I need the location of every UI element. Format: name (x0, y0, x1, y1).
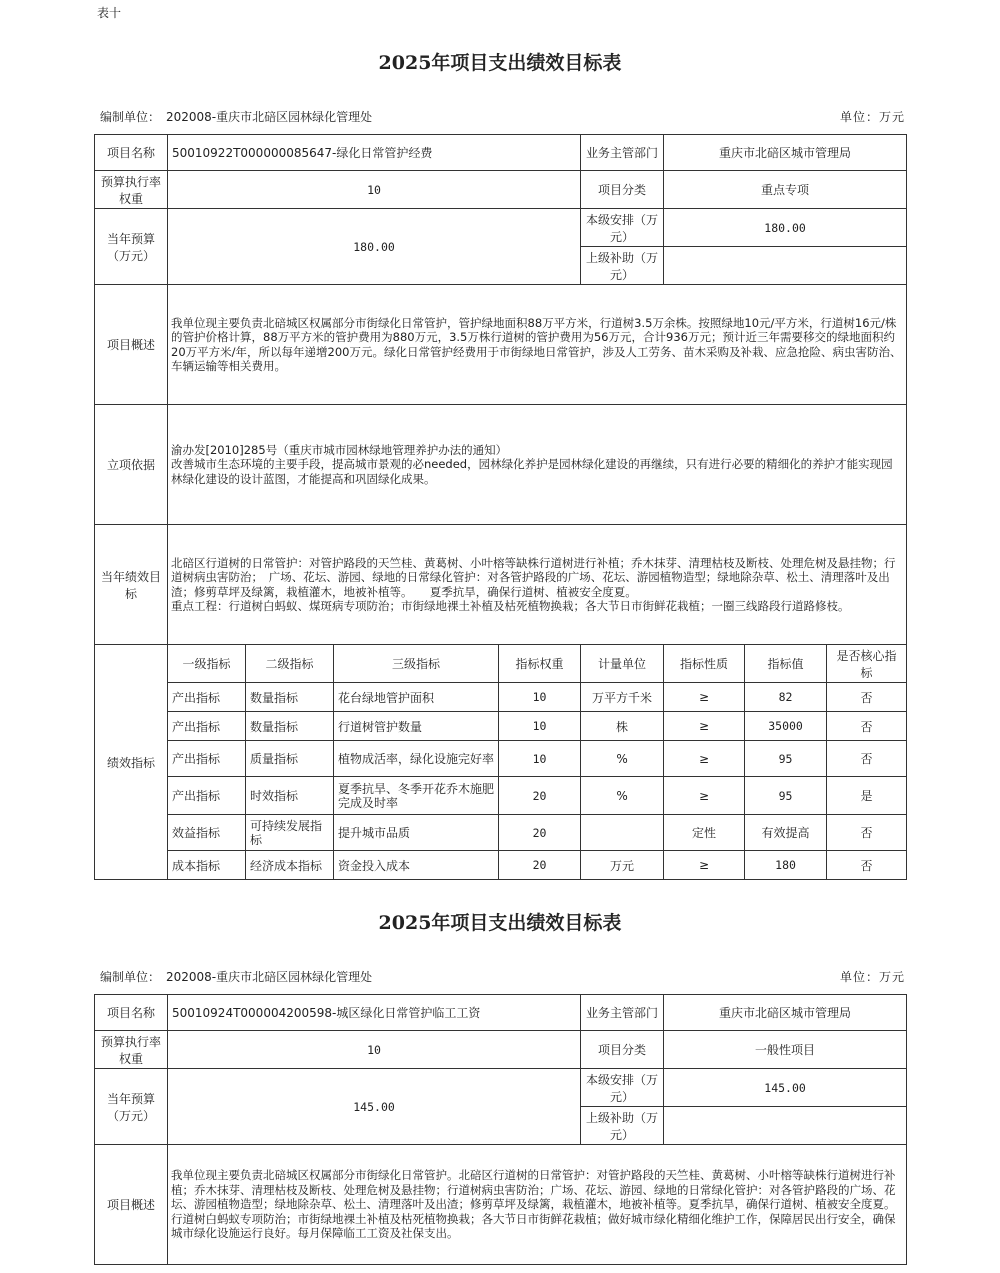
ind-weight: 10 (499, 683, 581, 712)
ind-nature: ≥ (664, 851, 745, 880)
label-goal: 当年绩效目标 (95, 525, 168, 645)
label-budget: 当年预算（万元） (95, 209, 168, 285)
ind-core: 是 (827, 777, 907, 815)
basis-text: 渝办发[2010]285号（重庆市城市园林绿地管理养护办法的通知） 改善城市生态环境的主要手段，提高城市景观的必needed，园林绿化养护是园林绿化建设的再继续，只有进行必要的精细化的养护才能实现园林绿化建设的设计蓝图，才能提高和巩固绿化成果。 (168, 405, 907, 525)
label-overview: 项目概述 (95, 285, 168, 405)
level-self-value: 180.00 (664, 209, 907, 247)
ind-weight: 20 (499, 815, 581, 851)
ind-row (95, 683, 907, 712)
ind-level3: 植物成活率，绿化设施完好率 (334, 741, 499, 777)
label-level-self: 本级安排（万元） (581, 209, 664, 247)
performance-table (94, 994, 907, 1265)
ind-unit: 万平方千米 (581, 683, 664, 712)
ind-value: 35000 (745, 712, 827, 741)
weight-value: 10 (168, 1031, 581, 1069)
ind-value: 95 (745, 777, 827, 815)
overview-text: 我单位现主要负责北碚城区权属部分市街绿化日常管护，管护绿地面积88万平方米，行道树3.5万余株。按照绿地10元/平方米，行道树16元/株的管护价格计算，88万平方米的管护费用为880万元，3.5万株行道树的管护费用为56万元，合计936万元；预计近三年需要移交的绿地面积约20万平方米/年，所以每年递增200万元。绿化日常管护经费用于市街绿地日常管护，涉及人工劳务、苗木采购及补栽、应急抢险、病虫害防治、车辆运输等相关费用。 (168, 285, 907, 405)
unit-money: 单位：万元 (839, 970, 905, 984)
ind-level1: 效益指标 (168, 815, 246, 851)
ind-level2: 经济成本指标 (246, 851, 334, 880)
level-upper-value (664, 247, 907, 285)
level-upper-value (664, 1107, 907, 1145)
label-overview: 项目概述 (95, 1145, 168, 1265)
dept-value: 重庆市北碚区城市管理局 (664, 135, 907, 171)
unit-org: 编制单位： 202008-重庆市北碚区园林绿化管理处 (100, 970, 373, 984)
ind-level3: 行道树管护数量 (334, 712, 499, 741)
label-weight: 预算执行率权重 (95, 1031, 168, 1069)
weight-value: 10 (168, 171, 581, 209)
ind-level2: 数量指标 (246, 683, 334, 712)
ind-unit (581, 815, 664, 851)
ind-level1: 产出指标 (168, 712, 246, 741)
label-category: 项目分类 (581, 1031, 664, 1069)
ind-weight: 10 (499, 712, 581, 741)
ind-level2: 可持续发展指标 (246, 815, 334, 851)
unit-org: 编制单位： 202008-重庆市北碚区园林绿化管理处 (100, 110, 373, 124)
ind-nature: ≥ (664, 683, 745, 712)
ind-weight: 10 (499, 741, 581, 777)
ind-level1: 成本指标 (168, 851, 246, 880)
ind-value: 95 (745, 741, 827, 777)
ind-header-cell: 二级指标 (246, 645, 334, 683)
ind-header-cell: 指标性质 (664, 645, 745, 683)
label-weight: 预算执行率权重 (95, 171, 168, 209)
dept-value: 重庆市北碚区城市管理局 (664, 995, 907, 1031)
label-level-upper: 上级补助（万元） (581, 247, 664, 285)
ind-level3: 资金投入成本 (334, 851, 499, 880)
form-title: 2025年项目支出绩效目标表 (378, 912, 622, 934)
ind-unit: 万元 (581, 851, 664, 880)
goal-text: 北碚区行道树的日常管护：对管护路段的天竺桂、黄葛树、小叶榕等缺株行道树进行补植；乔木抹芽、清理枯枝及断枝、处理危树及悬挂物；行道树病虫害防治； 广场、花坛、游园、绿地的日常绿化管护：对各管护路段的广场、花坛、游园植物造型；绿地除杂草、松土、清理落叶及出渣；修剪草坪及绿篱，栽植灌木，地被补植等。 夏季抗旱，确保行道树、植被安全度夏。 重点工程：行道树白蚂蚁、煤斑病专项防治；市街绿地裸土补植及枯死植物换栽；各大节日市街鲜花栽植；一圈三线路段行道路修枝。 (168, 525, 907, 645)
form-title: 2025年项目支出绩效目标表 (378, 52, 622, 74)
label-project-name: 项目名称 (95, 995, 168, 1031)
unit-money: 单位：万元 (839, 110, 905, 124)
ind-weight: 20 (499, 777, 581, 815)
ind-core: 否 (827, 851, 907, 880)
ind-level1: 产出指标 (168, 777, 246, 815)
ind-level3: 提升城市品质 (334, 815, 499, 851)
ind-core: 否 (827, 683, 907, 712)
budget-value: 145.00 (168, 1069, 581, 1145)
ind-weight: 20 (499, 851, 581, 880)
ind-core: 否 (827, 741, 907, 777)
ind-header-cell: 一级指标 (168, 645, 246, 683)
ind-row (95, 741, 907, 777)
label-level-self: 本级安排（万元） (581, 1069, 664, 1107)
label-budget: 当年预算（万元） (95, 1069, 168, 1145)
ind-unit: % (581, 741, 664, 777)
ind-level3: 夏季抗旱、冬季开花乔木施肥完成及时率 (334, 777, 499, 815)
ind-nature: ≥ (664, 777, 745, 815)
category-value: 一般性项目 (664, 1031, 907, 1069)
ind-level2: 时效指标 (246, 777, 334, 815)
ind-row (95, 851, 907, 880)
label-level-upper: 上级补助（万元） (581, 1107, 664, 1145)
ind-nature: ≥ (664, 712, 745, 741)
label-basis: 立项依据 (95, 405, 168, 525)
ind-level3: 花台绿地管护面积 (334, 683, 499, 712)
ind-header-cell: 计量单位 (581, 645, 664, 683)
ind-header-cell: 是否核心指标 (827, 645, 907, 683)
ind-row (95, 815, 907, 851)
ind-core: 否 (827, 815, 907, 851)
ind-header-cell: 指标权重 (499, 645, 581, 683)
label-project-name: 项目名称 (95, 135, 168, 171)
ind-value: 82 (745, 683, 827, 712)
ind-level2: 数量指标 (246, 712, 334, 741)
ind-row (95, 777, 907, 815)
ind-unit: 株 (581, 712, 664, 741)
ind-nature: ≥ (664, 741, 745, 777)
overview-text: 我单位现主要负责北碚城区权属部分市街绿化日常管护。北碚区行道树的日常管护：对管护路段的天竺桂、黄葛树、小叶榕等缺株行道树进行补植；乔木抹芽、清理枯枝及断枝、处理危树及悬挂物；行道树病虫害防治；广场、花坛、游园、绿地的日常绿化管护：对各管护路段的广场、花坛、游园植物造型；绿地除杂草、松土、清理落叶及出渣；修剪草坪及绿篱，栽植灌木，地被补植等。夏季抗旱，确保行道树、植被安全度夏。行道树白蚂蚁专项防治；市街绿地裸土补植及枯死植物换栽；各大节日市街鲜花栽植；做好城市绿化精细化维护工作，保障居民出行安全，确保城市绿化设施运行良好。每月保障临工工资及社保支出。 (168, 1145, 907, 1265)
label-dept: 业务主管部门 (581, 135, 664, 171)
label-indicators: 绩效指标 (95, 645, 168, 880)
budget-value: 180.00 (168, 209, 581, 285)
performance-table (94, 134, 907, 880)
label-dept: 业务主管部门 (581, 995, 664, 1031)
ind-header-cell: 指标值 (745, 645, 827, 683)
ind-level1: 产出指标 (168, 683, 246, 712)
project-name-value: 50010922T000000085647-绿化日常管护经费 (168, 135, 581, 171)
ind-level2: 质量指标 (246, 741, 334, 777)
ind-level1: 产出指标 (168, 741, 246, 777)
ind-core: 否 (827, 712, 907, 741)
category-value: 重点专项 (664, 171, 907, 209)
ind-value: 180 (745, 851, 827, 880)
label-category: 项目分类 (581, 171, 664, 209)
level-self-value: 145.00 (664, 1069, 907, 1107)
ind-nature: 定性 (664, 815, 745, 851)
sheet-label: 表十 (97, 6, 122, 20)
project-name-value: 50010924T000004200598-城区绿化日常管护临工工资 (168, 995, 581, 1031)
ind-row (95, 712, 907, 741)
ind-unit: % (581, 777, 664, 815)
ind-value: 有效提高 (745, 815, 827, 851)
ind-header-cell: 三级指标 (334, 645, 499, 683)
